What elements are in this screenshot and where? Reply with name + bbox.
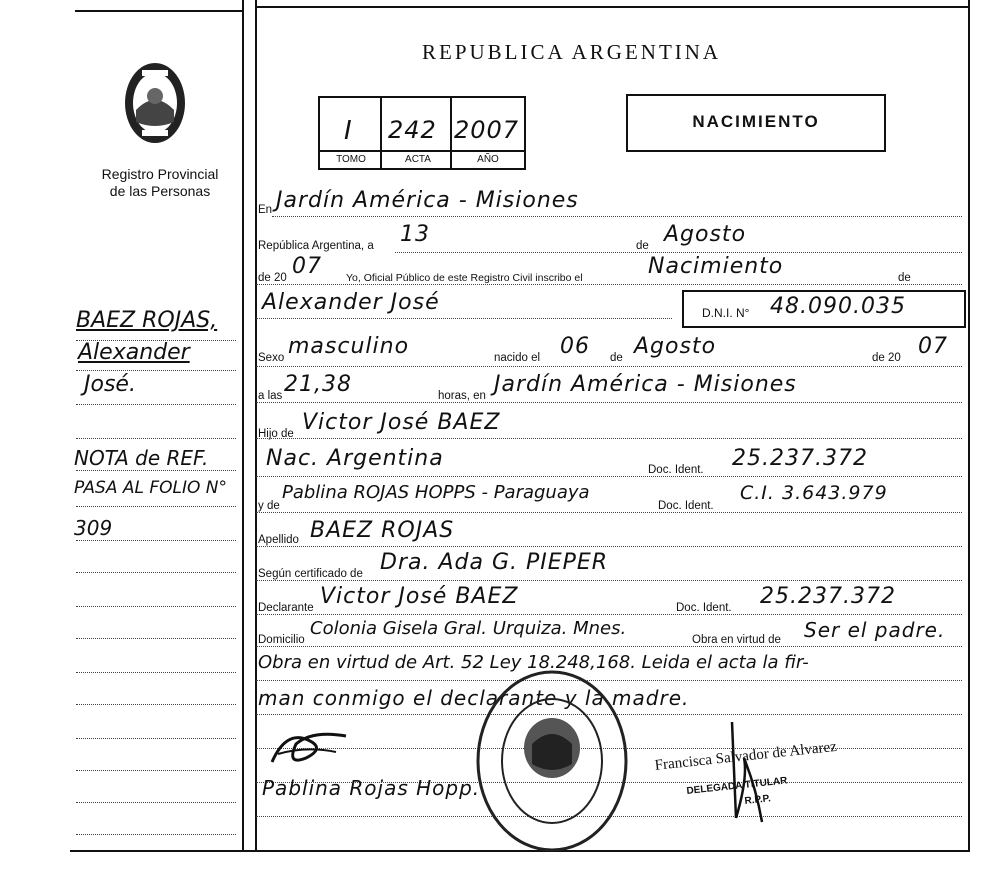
column-divider-right bbox=[255, 0, 257, 852]
mother-signature: Pablina Rojas Hopp. bbox=[262, 776, 481, 800]
officer-signature-stroke bbox=[722, 718, 772, 828]
birth-time-value: 21,38 bbox=[284, 372, 352, 397]
hijo-label: Hijo de bbox=[258, 428, 294, 440]
top-right-rule bbox=[255, 6, 970, 8]
sexo-value: masculino bbox=[288, 334, 410, 359]
apellido-value: BAEZ ROJAS bbox=[310, 518, 455, 543]
observation-line1: Obra en virtud de Art. 52 Ley 18.248,168. Leida el acta la fir- bbox=[258, 652, 809, 673]
father-nationality: Nac. Argentina bbox=[266, 446, 444, 471]
declarant-signature bbox=[266, 724, 356, 770]
officer-title: DELEGADA TITULAR bbox=[686, 775, 788, 797]
margin-note2: PASA AL FOLIO N° bbox=[74, 478, 228, 498]
de20-label: de 20 bbox=[872, 352, 901, 364]
acto-value: Nacimiento bbox=[648, 254, 784, 279]
de-label: de bbox=[636, 240, 649, 252]
record-id-box bbox=[318, 96, 526, 170]
father-doc-value: 25.237.372 bbox=[732, 446, 868, 471]
month-value: Agosto bbox=[664, 222, 747, 247]
obra-value: Ser el padre. bbox=[804, 618, 946, 642]
place-value: Jardín América - Misiones bbox=[276, 188, 579, 213]
tomo-caption: TOMO bbox=[336, 154, 366, 165]
de-label2: de bbox=[898, 272, 911, 284]
dni-label: D.N.I. N° bbox=[702, 306, 750, 320]
record-type-box bbox=[626, 94, 886, 152]
officer-name: Francisca Salvador de Alvarez bbox=[654, 738, 838, 774]
de-label3: de bbox=[610, 352, 623, 364]
mother-doc-value: C.I. 3.643.979 bbox=[740, 482, 888, 504]
y-de-label: y de bbox=[258, 500, 280, 512]
father-value: Victor José BAEZ bbox=[302, 410, 501, 435]
margin-firstname: Alexander bbox=[78, 340, 190, 365]
obra-label: Obra en virtud de bbox=[692, 634, 781, 646]
doc-label-father: Doc. Ident. bbox=[648, 464, 704, 476]
declarante-doc-value: 25.237.372 bbox=[760, 584, 896, 609]
day-value: 13 bbox=[400, 222, 430, 247]
country-title: REPUBLICA ARGENTINA bbox=[422, 40, 722, 64]
birth-year-suffix: 07 bbox=[918, 334, 948, 359]
horas-label: horas, en bbox=[438, 390, 486, 402]
right-border bbox=[968, 0, 970, 852]
domicilio-value: Colonia Gisela Gral. Urquiza. Mnes. bbox=[310, 618, 627, 639]
anio-caption: AÑO bbox=[477, 154, 499, 165]
registry-line1: Registro Provincial bbox=[101, 166, 219, 182]
oficial-label: Yo, Oficial Público de este Registro Civil inscribo el bbox=[346, 272, 583, 284]
a-las-label: a las bbox=[258, 390, 283, 402]
year-prefix-label: de 20 bbox=[258, 272, 287, 284]
certificado-label: Según certificado de bbox=[258, 568, 363, 580]
acta-value: 242 bbox=[388, 116, 437, 144]
domicilio-label: Domicilio bbox=[258, 634, 305, 646]
province-seal bbox=[122, 60, 188, 146]
republica-label: República Argentina, a bbox=[258, 240, 374, 252]
nacido-label: nacido el bbox=[494, 352, 541, 364]
registry-name bbox=[80, 166, 240, 200]
declarante-value: Victor José BAEZ bbox=[320, 584, 519, 609]
mother-value: Pablina ROJAS HOPPS - Paraguaya bbox=[282, 482, 590, 503]
margin-note3: 309 bbox=[74, 516, 113, 540]
top-left-rule bbox=[75, 10, 243, 12]
sexo-label: Sexo bbox=[258, 352, 285, 364]
record-type: NACIMIENTO bbox=[692, 112, 820, 131]
margin-note1: NOTA de REF. bbox=[74, 446, 209, 470]
year-suffix-value: 07 bbox=[292, 254, 322, 279]
doc-label-declarante: Doc. Ident. bbox=[676, 602, 732, 614]
doc-label-mother: Doc. Ident. bbox=[658, 500, 714, 512]
officer-office: R.P.P. bbox=[744, 793, 772, 807]
column-divider-left bbox=[242, 0, 244, 852]
en-label: En bbox=[258, 204, 273, 216]
margin-middlename: José. bbox=[84, 372, 136, 397]
child-name: Alexander José bbox=[262, 290, 440, 315]
dni-value: 48.090.035 bbox=[770, 294, 906, 319]
registry-line2: de las Personas bbox=[109, 183, 211, 199]
observation-line2: man conmigo el declarante y la madre. bbox=[258, 686, 690, 710]
birth-place-value: Jardín América - Misiones bbox=[494, 372, 797, 397]
acta-caption: ACTA bbox=[405, 154, 431, 165]
birth-month-value: Agosto bbox=[634, 334, 717, 359]
birth-day-value: 06 bbox=[560, 334, 590, 359]
dni-box bbox=[682, 290, 966, 328]
declarante-label: Declarante bbox=[258, 602, 314, 614]
anio-value: 2007 bbox=[454, 116, 520, 144]
apellido-label: Apellido bbox=[258, 534, 299, 546]
certificado-value: Dra. Ada G. PIEPER bbox=[380, 550, 609, 575]
margin-surname: BAEZ ROJAS, bbox=[76, 308, 218, 333]
official-stamp bbox=[474, 668, 630, 854]
tomo-value: I bbox=[344, 116, 353, 146]
